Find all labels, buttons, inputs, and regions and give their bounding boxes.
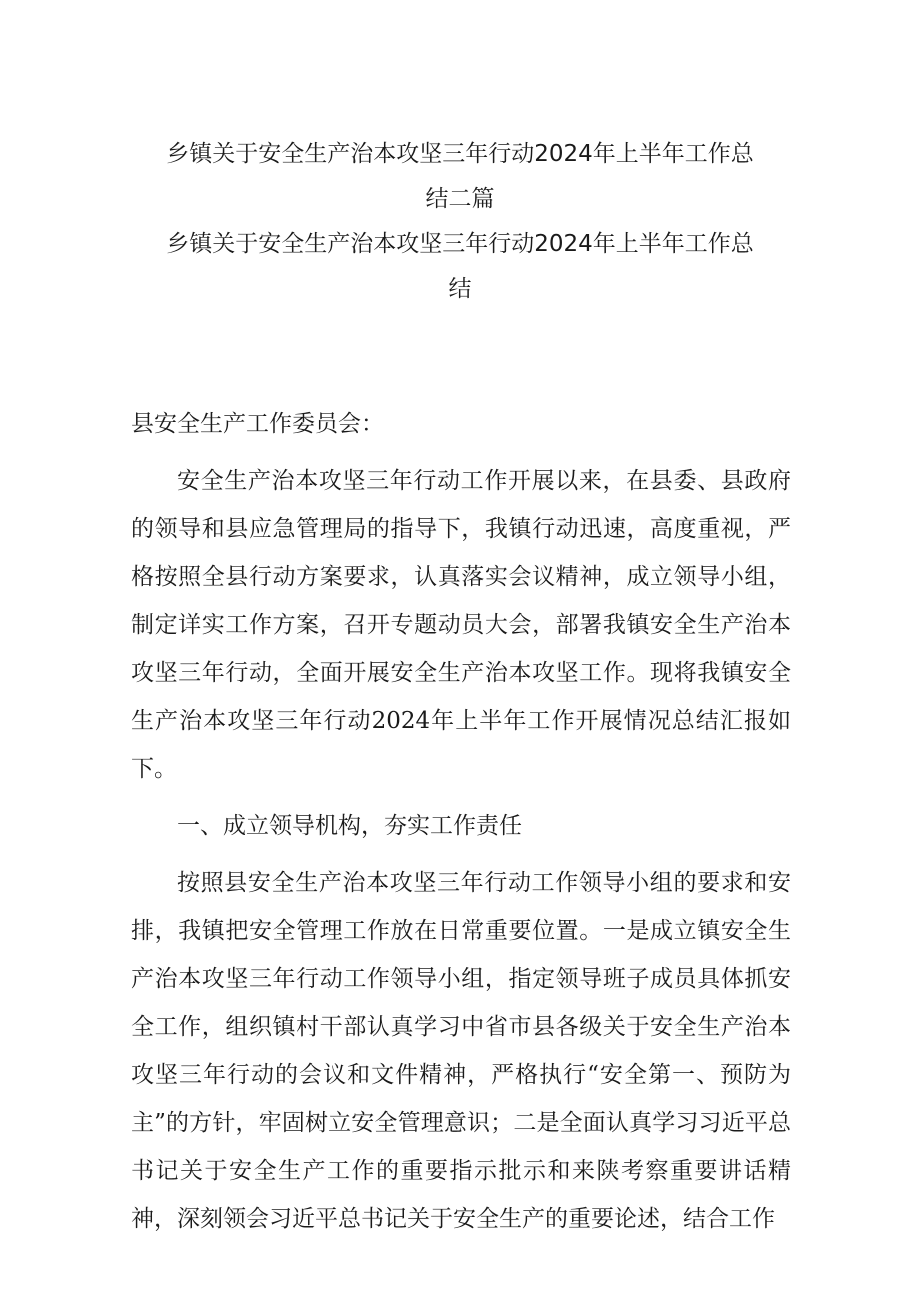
title-line-4: 结 bbox=[448, 276, 472, 302]
document-body bbox=[131, 400, 791, 1252]
document-title bbox=[0, 132, 920, 312]
salutation: 县安全生产工作委员会： bbox=[131, 411, 384, 437]
section-heading-1: 一、成立领导机构，夯实工作责任 bbox=[177, 813, 522, 839]
paragraph-intro: 安全生产治本攻坚三年行动工作开展以来，在县委、县政府的领导和县应急管理局的指导下，我镇行动迅速，高度重视，严格按照全县行动方案要求，认真落实会议精神，成立领导小组，制定详实工作方案，召开专题动员大会，部署我镇安全生产治本攻坚三年行动，全面开展安全生产治本攻坚工作。现将我镇安全生产治本攻坚三年行动2024年上半年工作开展情况总结汇报如下。 bbox=[131, 468, 791, 782]
title-line-2: 结二篇 bbox=[425, 186, 495, 212]
title-line-3: 乡镇关于安全生产治本攻坚三年行动2024年上半年工作总 bbox=[166, 231, 754, 257]
paragraph-section-1: 按照县安全生产治本攻坚三年行动工作领导小组的要求和安排，我镇把安全管理工作放在日常重要位置。一是成立镇安全生产治本攻坚三年行动工作领导小组，指定领导班子成员具体抓安全工作，组织镇村干部认真学习中省市县各级关于安全生产治本攻坚三年行动的会议和文件精神，严格执行“安全第一、预防为主”的方针，牢固树立安全管理意识；二是全面认真学习习近平总书记关于安全生产工作的重要指示批示和来陕考察重要讲话精神，深刻领会习近平总书记关于安全生产的重要论述，结合工作 bbox=[131, 870, 791, 1232]
title-line-1: 乡镇关于安全生产治本攻坚三年行动2024年上半年工作总 bbox=[166, 141, 754, 167]
